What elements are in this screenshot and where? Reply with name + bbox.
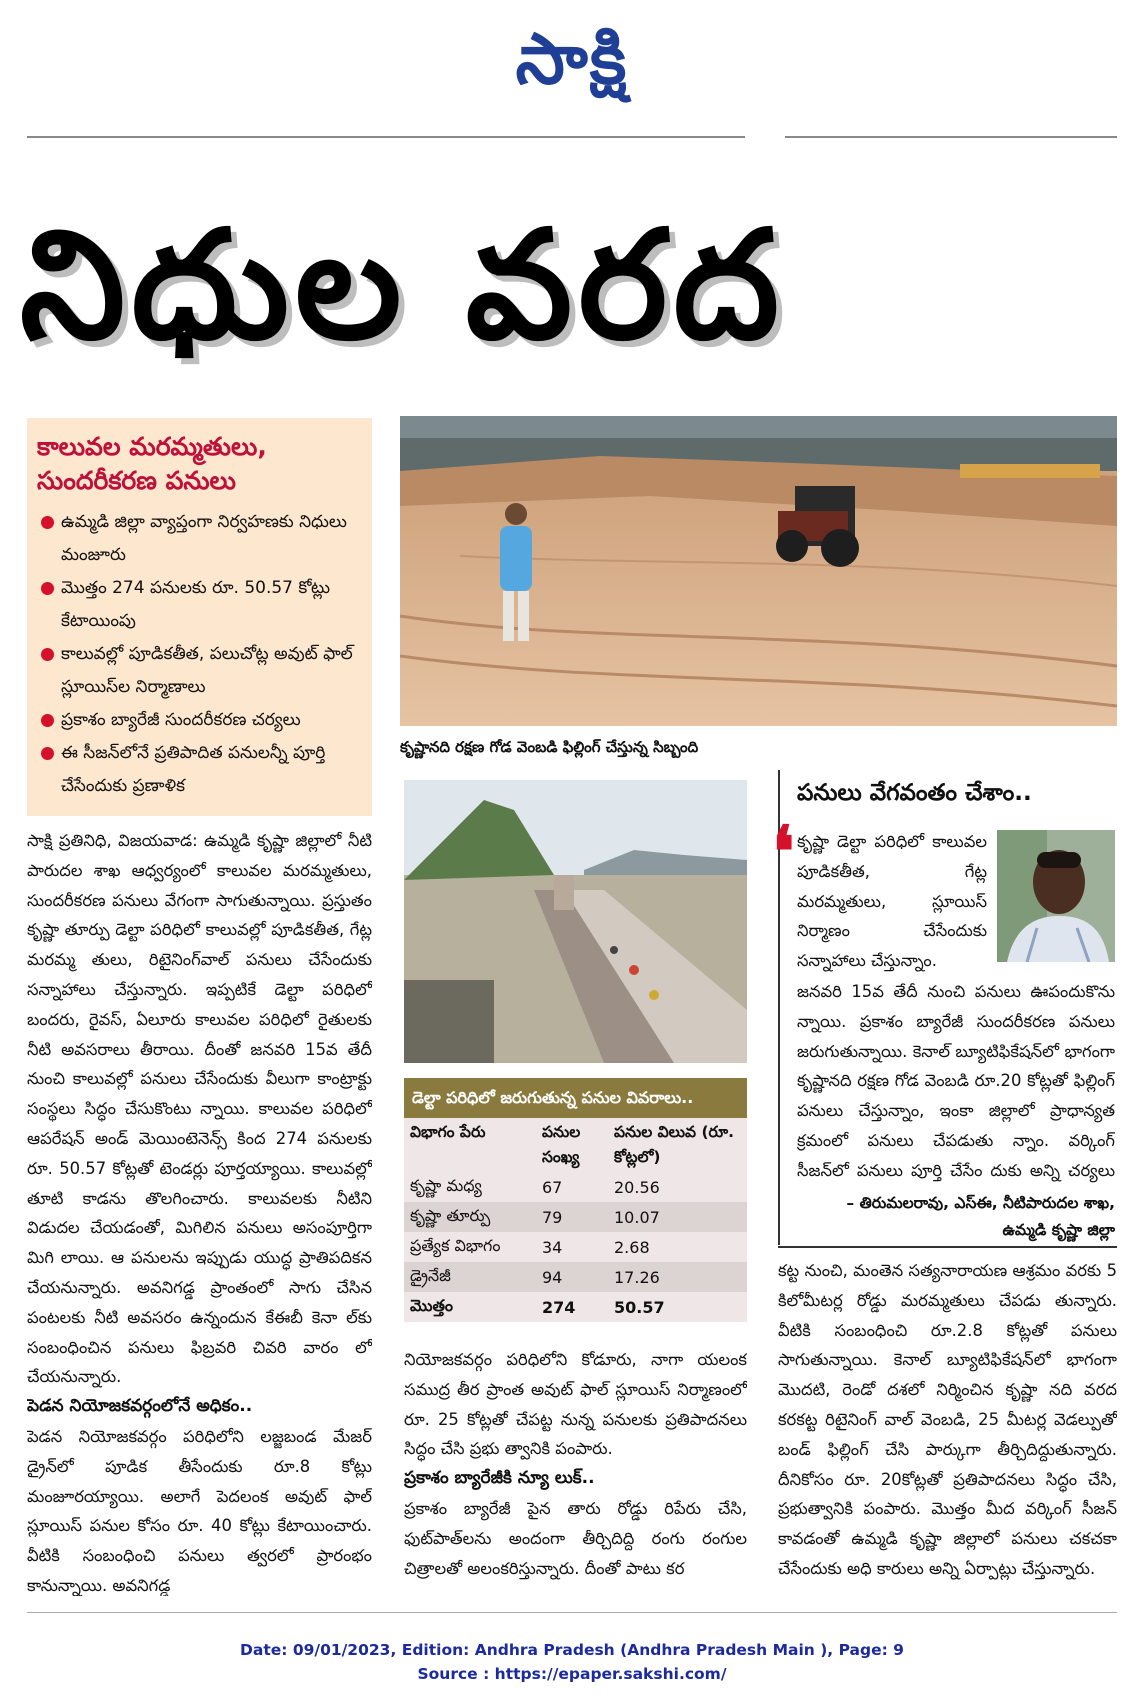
table-cell: మొత్తం [410,1295,454,1315]
table-cell: 17.26 [608,1262,747,1292]
highlights-list [37,506,362,803]
attribution-line: ఉమ్మడి కృష్ణా జిల్లా [1002,1221,1115,1239]
table-cell: 2.68 [614,1237,650,1257]
photo-embankment [400,416,1117,726]
photo-barrage-image [404,780,747,1063]
table-cell: 274 [542,1297,576,1317]
table-cell: 79 [536,1202,608,1232]
divider [785,136,1117,138]
masthead-logo [0,18,1144,108]
article-paragraph: పెడన నియోజకవర్గం పరిధిలోని లజ్జబండ మేజర్ డ్రైన్‌లో పూడిక తీసేందుకు రూ.8 కోట్లు మంజూరయ్యాయి. అలాగే పెదలంక అవుట్ ఫాల్ స్లూయిస్ పనుల కోసం రూ. 40 కోట్లు కేటాయించారు. వీటికి సంబంధించి పనులు త్వరలో ప్రారంభం కానున్నాయి. అవనిగడ్డ [27,1426,372,1595]
logo-text: సాక్షి [515,18,629,100]
table-cell: కృష్ణా మధ్య [410,1175,482,1195]
photo-caption: కృష్ణానది రక్షణ గోడ వెంబడి ఫిల్లింగ్ చేస్తున్న సిబ్బంది [400,738,699,756]
table-row [404,1202,747,1232]
table-cell: 10.07 [608,1202,747,1232]
table-body [404,1118,747,1322]
table-cell: కృష్ణా తూర్పు [404,1202,536,1232]
table-cell: ప్రత్యేక విభాగం [410,1235,501,1255]
quote-heading: పనులు వేగవంతం చేశాం.. [797,780,1032,806]
quote-attribution [797,1190,1115,1244]
table-row [404,1262,747,1292]
article-subheading: పెడన నియోజకవర్గంలోనే అధికం.. [27,1396,253,1417]
article-column-2 [404,1345,747,1597]
table-cell: డ్రైనేజీ [404,1262,536,1292]
footer-divider [27,1612,1117,1613]
headline: నిధుల వరద [20,197,786,373]
article-subheading: ప్రకాశం బ్యారేజీకి న్యూ లుక్.. [404,1468,595,1489]
table-title: డెల్టా పరిధిలో జరుగుతున్న పనుల వివరాలు.. [404,1078,747,1118]
footer [0,1638,1144,1686]
photo-embankment-image [400,416,1117,726]
table-row [404,1232,747,1262]
table-cell: 34 [542,1237,563,1257]
table-cell: 67 [542,1177,563,1197]
list-item: మొత్తం 274 పనులకు రూ. 50.57 కోట్లు కేటాయింపు [37,572,362,638]
list-item: ఈ సీజన్‌లోనే ప్రతిపాదిత పనులన్నీ పూర్తి చేసేందుకు ప్రణాళిక [37,737,362,803]
article-paragraph: ప్రకాశం బ్యారేజీ పైన తారు రోడ్డు రిపేరు చేసి, ఫుట్‌పాత్‌లను అందంగా తీర్చిదిద్ది రంగు రంగుల చిత్రాలతో అలంకరిస్తున్నారు. దీంతో పాటు కర [404,1498,747,1578]
table-cell: 94 [536,1262,608,1292]
article-column-1 [27,826,372,1596]
attribution-line: – తిరుమలరావు, ఎస్ఈ, నీటిపారుదల శాఖ, [846,1194,1115,1212]
footer-date-edition: Date: 09/01/2023, Edition: Andhra Pradesh (Andhra Pradesh Main ), Page: 9 [240,1641,904,1659]
author-avatar [997,830,1115,962]
table-header-cell: విభాగం పేరు [410,1123,486,1141]
quote-text-top: కృష్ణా డెల్టా పరిధిలో కాలువల పూడికతీత, గేట్ల మరమ్మతులు, స్లూయిస్ నిర్మాణం చేసేందుకు సన్నాహాలు చేస్తున్నాం. [797,832,987,971]
highlights-box [27,418,372,816]
table-total-row [404,1292,747,1322]
photo-barrage [404,780,747,1063]
divider [27,136,745,138]
table-cell: 20.56 [614,1177,660,1197]
list-item: ఉమ్మడి జిల్లా వ్యాప్తంగా నిర్వహణకు నిధులు మంజూరు [37,506,362,572]
table-header-row [404,1118,747,1172]
works-table [404,1078,747,1322]
quote-text-rest: జనవరి 15వ తేదీ నుంచి పనులు ఊపందుకొను న్నాయి. ప్రకాశం బ్యారేజీ సుందరీకరణ పనులు జరుగుతున్నాయి. కెనాల్ బ్యూటిఫికేషన్‌లో భాగంగా కృష్ణానది రక్షణ గోడ వెంబడి రూ.20 కోట్లతో ఫిల్లింగ్ పనులు చేస్తున్నాం, ఇంకా జిల్లాలో ప్రాధాన్యత క్రమంలో పనులు చేపడుతు న్నాం. వర్కింగ్ సీజన్‌లో పనులు పూర్తి చేసేం దుకు అన్ని చర్యలు [797,982,1115,1180]
author-photo [997,830,1115,962]
quote-bottom-border [778,1246,1117,1248]
article-column-3 [778,1256,1117,1598]
list-item: కాలువల్లో పూడికతీత, పలుచోట్ల అవుట్ ఫాల్ స్లూయిస్‌ల నిర్మాణాలు [37,638,362,704]
article-paragraph: నియోజకవర్గం పరిధిలోని కోడూరు, నాగా యలంక సముద్ర తీర ప్రాంత అవుట్ ఫాల్ స్లూయిస్ నిర్మాణంలో రూ. 25 కోట్లతో చేపట్ట నున్న పనులకు ప్రతిపాదనలు సిద్ధం చేసి ప్రభు త్వానికి పంపారు. [404,1350,747,1459]
table-header-cell: పనుల విలువ (రూ. కోట్లలో) [614,1123,734,1166]
table-row [404,1172,747,1202]
quote-mark-icon: ❛ [772,810,795,893]
article-paragraph: కట్ట నుంచి, మంతెన సత్యనారాయణ ఆశ్రమం వరకు 5 కిలోమీటర్ల రోడ్డు మరమ్మతులు చేపడు తున్నారు. వీటికి సంబంధించి రూ.2.8 కోట్లతో పనులు సాగుతున్నాయి. కెనాల్ బ్యూటిఫికేషన్‌లో భాగంగా మొదటి, రెండో దశలో నిర్మించిన కృష్ణా నది వరద కరకట్ట రిటైనింగ్ వాల్ వెంబడి, 25 మీటర్ల వెడల్పుతో బండ్ ఫిల్లింగ్ చేసి పార్కుగా తీర్చిదిద్దుతున్నారు. దీనికోసం రూ. 20కోట్లతో ప్రతిపాదనలు సిద్ధం చేసి, ప్రభుత్వానికి పంపారు. మొత్తం మీద వర్కింగ్ సీజన్ కావడంతో ఉమ్మడి కృష్ణా జిల్లాలో పనులు చకచకా చేసేందుకు అధి కారులు అన్ని ఏర్పాట్లు చేస్తున్నారు. [778,1261,1117,1578]
table-header-cell: పనుల సంఖ్య [542,1123,581,1166]
footer-source: Source : https://epaper.sakshi.com/ [417,1665,727,1683]
highlights-title: కాలువల మరమ్మతులు, సుందరీకరణ పనులు [37,432,267,495]
list-item: ప్రకాశం బ్యారేజీ సుందరీకరణ చర్యలు [37,704,362,737]
table-cell: 50.57 [614,1297,665,1317]
article-paragraph: సాక్షి ప్రతినిధి, విజయవాడ: ఉమ్మడి కృష్ణా జిల్లాలో నీటి పారుదల శాఖ ఆధ్వర్యంలో కాలువల మరమ్మతులు, సుందరీకరణ పనులు వేగంగా సాగుతున్నాయి. ప్రస్తుతం కృష్ణా తూర్పు డెల్టా పరిధిలో కాలువల్లో పూడికతీత, గేట్ల మరమ్మ తులు, రిటైనింగ్‌వాల్ పనులు చేసేందుకు సన్నాహాలు చేస్తున్నారు. ఇప్పటికే డెల్టా పరిధిలో బందరు, రైవస్, ఏలూరు కాలువల పరిధిలో రైతులకు నీటి అవసరాలు తీరాయి. దీంతో జనవరి 15వ తేదీ నుంచి కాలువల్లో పనులు చేసేందుకు వీలుగా కాంట్రాక్టు సంస్థలు సిద్ధం చేసుకొంటు న్నాయి. కాలువల పరిధిలో ఆపరేషన్ అండ్ మెయింటెనెన్స్ కింద 274 పనులకు రూ. 50.57 కోట్లతో టెండర్లు పూర్తయ్యాయి. కాలువల్లో తూటి కాడను తొలగించారు. కాలువలకు నీటిని విడుదల చేయడంతో, మిగిలిన పనులు అసంపూర్తిగా మిగి లాయి. ఆ పనులను ఇప్పుడు యుద్ధ ప్రాతిపదికన చేయనున్నారు. అవనిగడ్డ ప్రాంతంలో సాగు చేసిన పంటలకు నీటి అవసరం ఉన్నందున కేఈబీ కెనా ల్‌కు సంబంధించిన పనులు ఫిబ్రవరి చివరి వారం లో చేయనున్నారు. [27,831,372,1387]
